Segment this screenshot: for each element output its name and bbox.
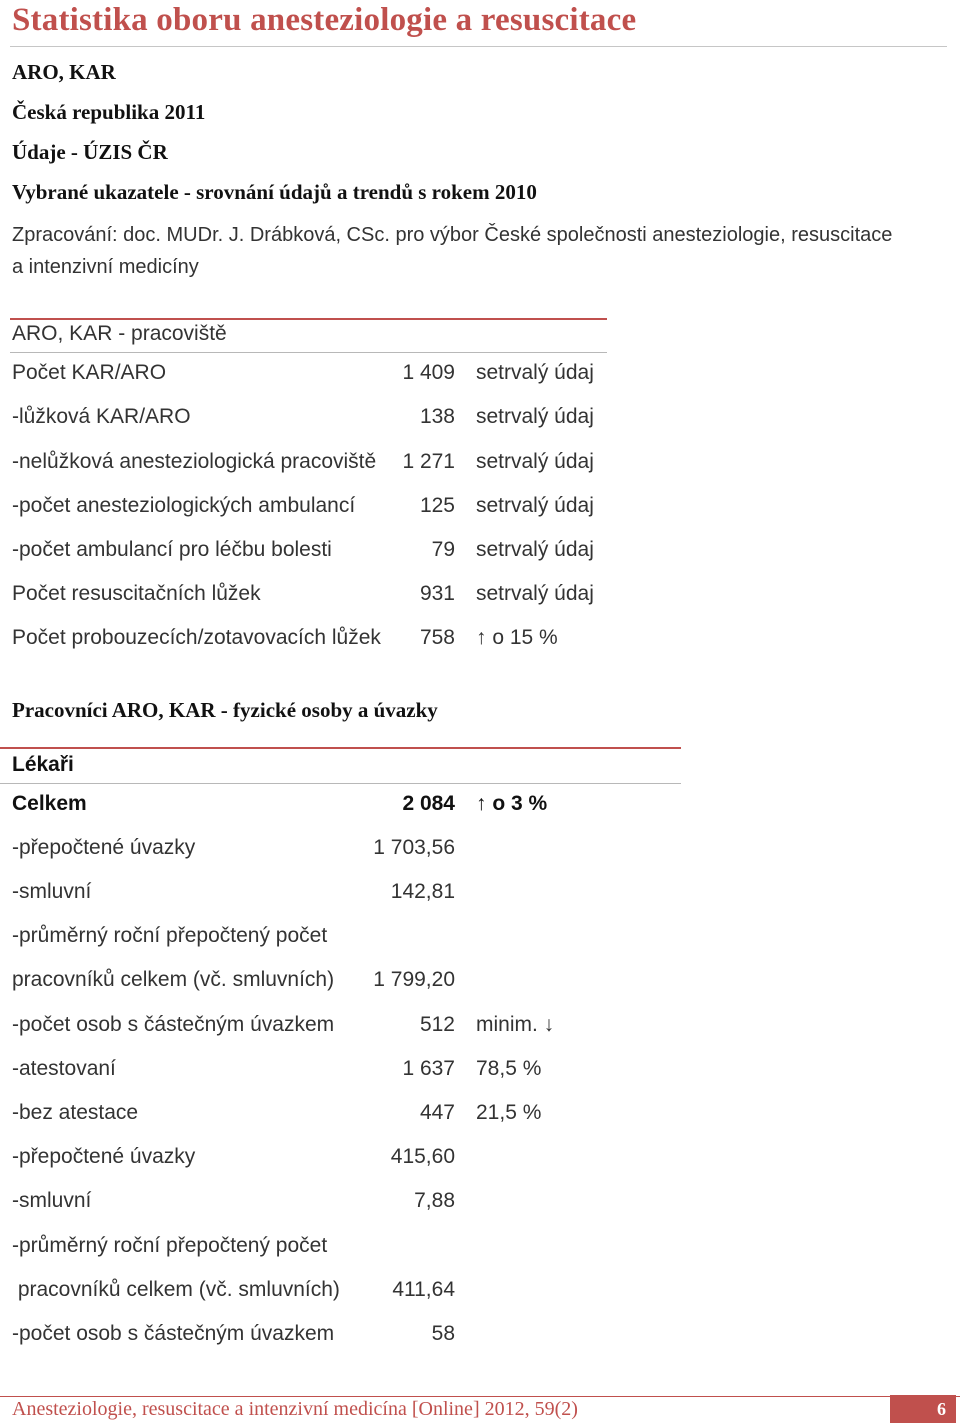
section2-heading: Pracovníci ARO, KAR - fyzické osoby a úvazky bbox=[12, 698, 438, 722]
footer-divider bbox=[0, 1396, 960, 1397]
table-row-label: -lůžková KAR/ARO bbox=[12, 405, 191, 428]
header-line-1: ARO, KAR bbox=[12, 60, 116, 84]
table-row-value: 931 bbox=[419, 582, 455, 605]
title-divider bbox=[10, 46, 947, 47]
credit-line-2: a intenzivní medicíny bbox=[12, 256, 199, 278]
section2-subheading-rule bbox=[0, 783, 681, 784]
table-row-note: 78,5 % bbox=[476, 1057, 542, 1080]
header-line-4: Vybrané ukazatele - srovnání údajů a trendů s rokem 2010 bbox=[12, 180, 537, 204]
table-row-value: 447 bbox=[419, 1101, 455, 1124]
table-row-label: -počet anesteziologických ambulancí bbox=[12, 494, 356, 517]
table-row-value: 758 bbox=[419, 626, 455, 649]
table-row-value: 7,88 bbox=[414, 1189, 455, 1212]
table-row-label: -smluvní bbox=[12, 880, 92, 903]
table-row-label: pracovníků celkem (vč. smluvních) bbox=[12, 1278, 340, 1301]
section2-subheading: Lékaři bbox=[12, 753, 74, 776]
page-number: 6 bbox=[890, 1395, 956, 1423]
table-row-value: 138 bbox=[419, 405, 455, 428]
table-row-value: 1 271 bbox=[402, 450, 455, 473]
section1-top-rule bbox=[10, 318, 607, 320]
table-row-label: Počet probouzecích/zotavovacích lůžek bbox=[12, 626, 381, 649]
table-row-label: -bez atestace bbox=[12, 1101, 139, 1124]
section1-heading: ARO, KAR - pracoviště bbox=[12, 322, 227, 345]
table-row-value: 142,81 bbox=[390, 880, 455, 903]
table-row-note: setrvalý údaj bbox=[476, 538, 594, 561]
table-row-value: 2 084 bbox=[402, 792, 455, 815]
table-row-note: setrvalý údaj bbox=[476, 450, 594, 473]
table-row-value: 125 bbox=[419, 494, 455, 517]
credit-line-1: Zpracování: doc. MUDr. J. Drábková, CSc. pro výbor České společnosti anesteziologie, resuscitace bbox=[12, 224, 893, 246]
table-row-note: 21,5 % bbox=[476, 1101, 542, 1124]
table-row-label: pracovníků celkem (vč. smluvních) bbox=[12, 968, 335, 991]
table-row-note: setrvalý údaj bbox=[476, 582, 594, 605]
table-row-note: setrvalý údaj bbox=[476, 361, 594, 384]
table-row-value: 1 409 bbox=[402, 361, 455, 384]
table-row-value: 411,64 bbox=[392, 1278, 455, 1301]
header-line-3: Údaje - ÚZIS ČR bbox=[12, 140, 168, 164]
footer-journal-citation: Anesteziologie, resuscitace a intenzivní medicína [Online] 2012, 59(2) bbox=[12, 1398, 578, 1420]
table-row-note: setrvalý údaj bbox=[476, 494, 594, 517]
section2-top-rule bbox=[0, 747, 681, 749]
table-row-value: 415,60 bbox=[390, 1145, 455, 1168]
table-row-label: -průměrný roční přepočtený počet bbox=[12, 1234, 328, 1257]
page-title: Statistika oboru anesteziologie a resuscitace bbox=[12, 2, 637, 38]
table-row-label: Počet KAR/ARO bbox=[12, 361, 167, 384]
table-row-label: -počet osob s částečným úvazkem bbox=[12, 1013, 335, 1036]
table-row-label: Počet resuscitačních lůžek bbox=[12, 582, 261, 605]
table-row-label: -smluvní bbox=[12, 1189, 92, 1212]
table-row-value: 1 703,56 bbox=[373, 836, 455, 859]
table-row-value: 1 637 bbox=[402, 1057, 455, 1080]
table-row-note: setrvalý údaj bbox=[476, 405, 594, 428]
table-row-label: -atestovaní bbox=[12, 1057, 116, 1080]
table-row-label: -nelůžková anesteziologická pracoviště bbox=[12, 450, 377, 473]
trend-note: ↑ o 15 % bbox=[476, 626, 558, 649]
table-row-value: 1 799,20 bbox=[373, 968, 455, 991]
table-row-label: -počet ambulancí pro léčbu bolesti bbox=[12, 538, 332, 561]
table-row-label: Celkem bbox=[12, 792, 87, 815]
table-row-value: 58 bbox=[431, 1322, 455, 1345]
table-row-label: -počet osob s částečným úvazkem bbox=[12, 1322, 335, 1345]
trend-note: ↑ o 3 % bbox=[476, 792, 548, 815]
table-row-value: 512 bbox=[419, 1013, 455, 1036]
header-line-2: Česká republika 2011 bbox=[12, 100, 206, 124]
table-row-label: -průměrný roční přepočtený počet bbox=[12, 924, 328, 947]
table-row-label: -přepočtené úvazky bbox=[12, 836, 196, 859]
table-row-value: 79 bbox=[431, 538, 455, 561]
table-row-label: -přepočtené úvazky bbox=[12, 1145, 196, 1168]
section1-heading-rule bbox=[10, 352, 607, 353]
trend-note: minim. ↓ bbox=[476, 1013, 555, 1036]
